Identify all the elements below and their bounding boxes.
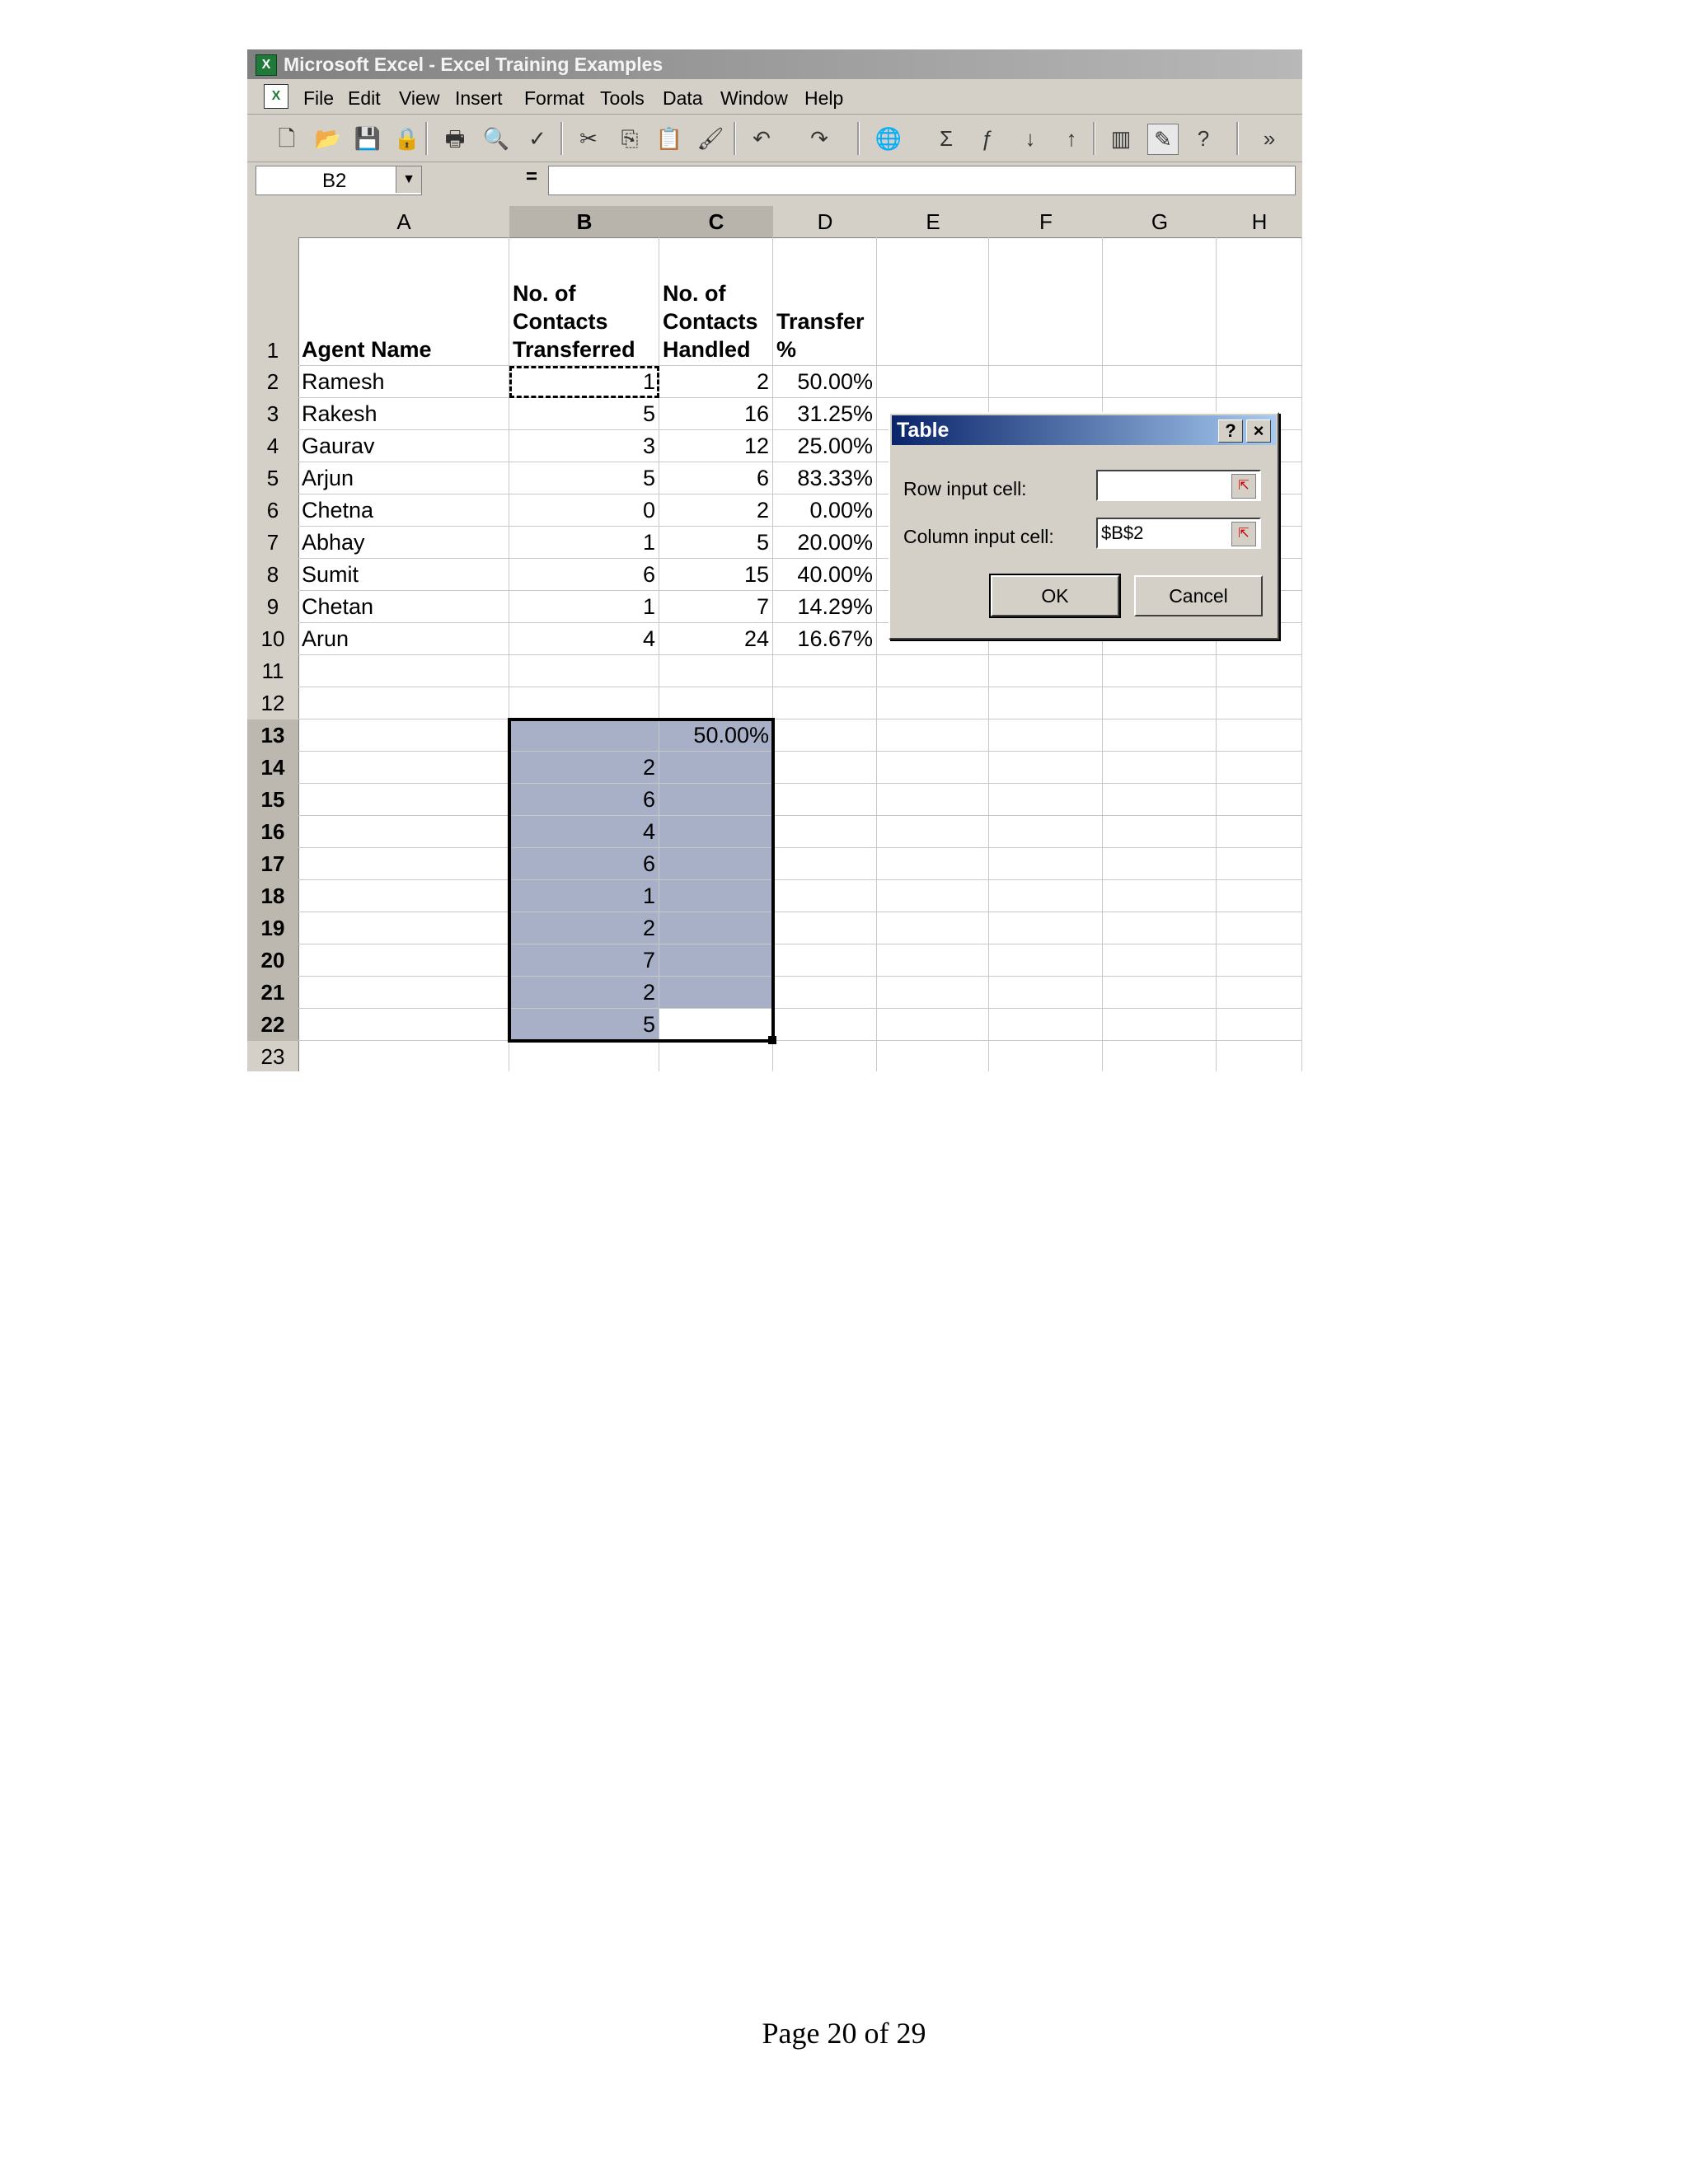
page-footer: Page 20 of 29 xyxy=(762,2017,926,2050)
autosum-icon[interactable]: Σ xyxy=(939,126,954,151)
cell[interactable] xyxy=(773,848,877,880)
handled-cell[interactable]: 15 xyxy=(659,559,773,591)
transfer-pct-cell[interactable]: 50.00% xyxy=(773,366,877,398)
column-input-value: $B$2 xyxy=(1101,523,1144,543)
cell[interactable] xyxy=(659,784,773,816)
cell[interactable] xyxy=(989,655,1103,687)
cell[interactable] xyxy=(298,977,509,1009)
column-header-g[interactable]: G xyxy=(1103,206,1217,238)
cell[interactable] xyxy=(1217,977,1302,1009)
close-icon[interactable]: × xyxy=(1246,419,1271,443)
transferred-cell[interactable]: 4 xyxy=(509,623,659,655)
cell[interactable] xyxy=(1103,687,1217,719)
drawing-icon[interactable]: ✎ xyxy=(1147,124,1179,155)
cell[interactable] xyxy=(298,880,509,912)
menu-edit[interactable]: Edit xyxy=(348,87,381,109)
agent-name-cell[interactable]: Rakesh xyxy=(298,398,509,430)
formula-input[interactable] xyxy=(548,166,1296,195)
cell[interactable] xyxy=(877,237,989,366)
menu-view[interactable]: View xyxy=(399,87,440,109)
cancel-button[interactable]: Cancel xyxy=(1134,575,1263,616)
cell[interactable] xyxy=(877,719,989,752)
cell[interactable] xyxy=(989,816,1103,848)
row-header-21[interactable]: 21 xyxy=(247,977,299,1010)
row-header-23[interactable]: 23 xyxy=(247,1041,299,1071)
open-icon[interactable]: 📂 xyxy=(314,126,342,151)
workbook-icon[interactable]: X xyxy=(264,84,288,109)
cell[interactable] xyxy=(1217,366,1302,398)
copy-icon[interactable]: ⎘ xyxy=(621,126,639,151)
cell[interactable] xyxy=(1217,880,1302,912)
cell[interactable] xyxy=(298,1009,509,1041)
row-header-7[interactable]: 7 xyxy=(247,527,299,560)
row-header-14[interactable]: 14 xyxy=(247,752,299,785)
cell[interactable] xyxy=(298,687,509,719)
transferred-cell[interactable]: 1 xyxy=(509,527,659,559)
permission-icon[interactable]: 🔒 xyxy=(393,126,421,151)
cell[interactable] xyxy=(877,944,989,977)
cell[interactable] xyxy=(298,944,509,977)
menu-help[interactable]: Help xyxy=(804,87,844,109)
cell[interactable] xyxy=(989,784,1103,816)
table-input-cell[interactable]: 2 xyxy=(509,977,659,1009)
cell[interactable] xyxy=(877,912,989,944)
save-icon[interactable]: 💾 xyxy=(354,126,382,151)
print-icon[interactable]: 🖶 xyxy=(444,126,466,151)
redo-icon[interactable]: ↷ xyxy=(810,126,828,151)
cell[interactable] xyxy=(877,366,989,398)
menu-insert[interactable]: Insert xyxy=(455,87,503,109)
cell[interactable] xyxy=(1217,944,1302,977)
table-dialog xyxy=(889,412,1279,640)
sort-descending-icon[interactable]: ↑ xyxy=(1066,126,1077,151)
cell[interactable] xyxy=(509,1041,659,1071)
cell[interactable] xyxy=(877,655,989,687)
function-icon[interactable]: ƒ xyxy=(981,126,994,151)
agent-name-cell[interactable]: Gaurav xyxy=(298,430,509,462)
agent-name-cell[interactable]: Chetan xyxy=(298,591,509,623)
cell[interactable] xyxy=(877,977,989,1009)
transfer-pct-cell[interactable]: 14.29% xyxy=(773,591,877,623)
cell[interactable] xyxy=(1103,944,1217,977)
more-icon[interactable]: » xyxy=(1263,126,1276,151)
transfer-pct-cell[interactable]: 16.67% xyxy=(773,623,877,655)
cell[interactable] xyxy=(989,1009,1103,1041)
cell[interactable] xyxy=(298,912,509,944)
cell[interactable] xyxy=(773,752,877,784)
row-input-label: Row input cell: xyxy=(903,478,1027,499)
cell[interactable] xyxy=(659,912,773,944)
table-input-cell[interactable]: 2 xyxy=(509,912,659,944)
transferred-cell[interactable]: 5 xyxy=(509,398,659,430)
handled-cell[interactable]: 12 xyxy=(659,430,773,462)
cell[interactable] xyxy=(877,880,989,912)
column-header-e[interactable]: E xyxy=(877,206,990,238)
row-header-12[interactable]: 12 xyxy=(247,687,299,720)
menu-file[interactable]: File xyxy=(303,87,335,109)
undo-icon[interactable]: ↶ xyxy=(753,126,771,151)
cell[interactable] xyxy=(1217,1041,1302,1071)
agent-name-cell[interactable]: Abhay xyxy=(298,527,509,559)
cell[interactable] xyxy=(989,1041,1103,1071)
handled-cell[interactable]: 6 xyxy=(659,462,773,494)
cell[interactable] xyxy=(773,977,877,1009)
agent-name-cell[interactable]: Sumit xyxy=(298,559,509,591)
select-all-corner[interactable] xyxy=(247,206,299,238)
cell[interactable] xyxy=(298,719,509,752)
header-cell-d[interactable]: Transfer % xyxy=(773,237,877,366)
cell[interactable] xyxy=(773,719,877,752)
transferred-cell[interactable]: 1 xyxy=(509,366,659,398)
cell[interactable] xyxy=(989,848,1103,880)
cell[interactable] xyxy=(509,687,659,719)
cell[interactable] xyxy=(1103,1009,1217,1041)
transferred-cell[interactable]: 3 xyxy=(509,430,659,462)
header-cell-a[interactable]: Agent Name xyxy=(298,237,509,366)
cell[interactable] xyxy=(989,237,1103,366)
toolbar-separator xyxy=(734,122,736,155)
cell[interactable] xyxy=(298,655,509,687)
help-icon[interactable]: ? xyxy=(1197,126,1210,151)
format-painter-icon[interactable]: 🖌 xyxy=(696,126,724,151)
toolbar-separator xyxy=(857,122,860,155)
cell[interactable] xyxy=(659,655,773,687)
table-input-cell[interactable]: 7 xyxy=(509,944,659,977)
cell[interactable] xyxy=(298,848,509,880)
cell[interactable] xyxy=(659,848,773,880)
help-icon[interactable]: ? xyxy=(1218,419,1243,443)
table-input-cell[interactable]: 1 xyxy=(509,880,659,912)
cell[interactable] xyxy=(1103,719,1217,752)
row-header-3[interactable]: 3 xyxy=(247,398,299,431)
dialog-title: Table xyxy=(897,419,950,442)
cell[interactable] xyxy=(773,784,877,816)
row-header-8[interactable]: 8 xyxy=(247,559,299,592)
dialog-title-bar xyxy=(892,415,1276,445)
cell[interactable] xyxy=(509,655,659,687)
cell[interactable] xyxy=(1217,912,1302,944)
cell[interactable] xyxy=(659,1041,773,1071)
handled-cell[interactable]: 2 xyxy=(659,366,773,398)
agent-name-cell[interactable]: Arjun xyxy=(298,462,509,494)
handled-cell[interactable]: 24 xyxy=(659,623,773,655)
row-header-11[interactable]: 11 xyxy=(247,655,299,688)
row-header-6[interactable]: 6 xyxy=(247,494,299,527)
cell[interactable] xyxy=(659,752,773,784)
column-input-label: Column input cell: xyxy=(903,526,1054,547)
cell[interactable] xyxy=(877,1009,989,1041)
column-header-b[interactable]: B xyxy=(509,206,660,238)
cell[interactable] xyxy=(877,784,989,816)
cell[interactable] xyxy=(1103,237,1217,366)
collapse-dialog-icon[interactable]: ⇱ xyxy=(1231,522,1256,546)
table-input-cell[interactable]: 2 xyxy=(509,752,659,784)
header-cell-b[interactable]: No. of Contacts Transferred xyxy=(509,237,659,366)
transfer-pct-cell[interactable]: 31.25% xyxy=(773,398,877,430)
row-header-15[interactable]: 15 xyxy=(247,784,299,817)
row-header-5[interactable]: 5 xyxy=(247,462,299,495)
menu-bar xyxy=(247,79,1302,115)
formula-bar xyxy=(247,163,1302,196)
cell[interactable] xyxy=(1103,912,1217,944)
cut-icon[interactable]: ✂ xyxy=(579,126,598,151)
cell[interactable] xyxy=(298,752,509,784)
spelling-icon[interactable]: ✓ xyxy=(528,126,546,151)
cell[interactable] xyxy=(659,816,773,848)
table-input-cell[interactable]: 6 xyxy=(509,784,659,816)
cell[interactable] xyxy=(877,816,989,848)
standard-toolbar xyxy=(247,115,1302,162)
row-input-field[interactable] xyxy=(1096,470,1261,501)
cell[interactable] xyxy=(298,816,509,848)
handled-cell[interactable]: 16 xyxy=(659,398,773,430)
cell[interactable] xyxy=(773,880,877,912)
toolbar-separator xyxy=(1236,122,1239,155)
print-preview-icon[interactable]: 🔍 xyxy=(482,126,510,151)
cell[interactable] xyxy=(989,944,1103,977)
fill-handle[interactable] xyxy=(768,1036,776,1044)
transfer-pct-cell[interactable]: 0.00% xyxy=(773,494,877,527)
cell[interactable] xyxy=(1103,880,1217,912)
cell[interactable] xyxy=(659,944,773,977)
cell[interactable] xyxy=(1217,784,1302,816)
cell[interactable] xyxy=(877,687,989,719)
cell[interactable] xyxy=(1103,655,1217,687)
toolbar-separator xyxy=(560,122,563,155)
cell[interactable] xyxy=(989,366,1103,398)
cell[interactable] xyxy=(1103,752,1217,784)
hyperlink-icon[interactable]: 🌐 xyxy=(874,126,903,151)
row-header-20[interactable]: 20 xyxy=(247,944,299,977)
agent-name-cell[interactable]: Chetna xyxy=(298,494,509,527)
menu-format[interactable]: Format xyxy=(524,87,584,109)
row-header-9[interactable]: 9 xyxy=(247,591,299,624)
excel-window xyxy=(247,49,1302,1071)
sort-ascending-icon[interactable]: ↓ xyxy=(1025,126,1036,151)
chevron-down-icon[interactable]: ▼ xyxy=(396,166,421,193)
handled-cell[interactable]: 2 xyxy=(659,494,773,527)
cell[interactable] xyxy=(1217,848,1302,880)
row-header-19[interactable]: 19 xyxy=(247,912,299,945)
cell[interactable] xyxy=(298,1041,509,1071)
cell[interactable] xyxy=(989,719,1103,752)
cell[interactable] xyxy=(877,1041,989,1071)
cell[interactable] xyxy=(1103,366,1217,398)
row-header-18[interactable]: 18 xyxy=(247,880,299,913)
agent-name-cell[interactable]: Ramesh xyxy=(298,366,509,398)
name-box-value: B2 xyxy=(322,170,347,192)
column-header-f[interactable]: F xyxy=(989,206,1104,238)
ok-button[interactable]: OK xyxy=(991,575,1119,616)
cell[interactable] xyxy=(877,752,989,784)
cell[interactable] xyxy=(659,880,773,912)
cell[interactable] xyxy=(1217,816,1302,848)
header-cell-c[interactable]: No. of Contacts Handled xyxy=(659,237,773,366)
agent-name-cell[interactable]: Arun xyxy=(298,623,509,655)
transferred-cell[interactable]: 1 xyxy=(509,591,659,623)
cell[interactable] xyxy=(1217,752,1302,784)
cell[interactable] xyxy=(773,912,877,944)
column-input-field[interactable] xyxy=(1096,518,1261,549)
cell[interactable] xyxy=(773,687,877,719)
transferred-cell[interactable]: 0 xyxy=(509,494,659,527)
cell[interactable] xyxy=(1103,816,1217,848)
collapse-dialog-icon[interactable]: ⇱ xyxy=(1231,474,1256,499)
menu-window[interactable]: Window xyxy=(720,87,788,109)
row-header-4[interactable]: 4 xyxy=(247,430,299,463)
cell[interactable] xyxy=(773,655,877,687)
cell[interactable] xyxy=(989,912,1103,944)
row-header-13[interactable]: 13 xyxy=(247,719,299,752)
cell[interactable] xyxy=(1103,784,1217,816)
table-input-cell[interactable]: 6 xyxy=(509,848,659,880)
transferred-cell[interactable]: 6 xyxy=(509,559,659,591)
cell[interactable] xyxy=(1217,237,1302,366)
cell[interactable] xyxy=(773,1009,877,1041)
cell[interactable] xyxy=(773,1041,877,1071)
chart-wizard-icon[interactable]: ▥ xyxy=(1110,126,1132,151)
transfer-pct-cell[interactable]: 40.00% xyxy=(773,559,877,591)
row-header-2[interactable]: 2 xyxy=(247,366,299,399)
table-input-cell[interactable]: 5 xyxy=(509,1009,659,1041)
transferred-cell[interactable]: 5 xyxy=(509,462,659,494)
name-box[interactable] xyxy=(256,166,422,195)
row-header-10[interactable]: 10 xyxy=(247,623,299,656)
cell[interactable] xyxy=(1103,977,1217,1009)
cell[interactable] xyxy=(773,816,877,848)
column-header-c[interactable]: C xyxy=(659,206,774,238)
transfer-pct-cell[interactable]: 25.00% xyxy=(773,430,877,462)
menu-tools[interactable]: Tools xyxy=(600,87,645,109)
handled-cell[interactable]: 7 xyxy=(659,591,773,623)
cell[interactable] xyxy=(1103,848,1217,880)
cell[interactable] xyxy=(1217,655,1302,687)
column-header-d[interactable]: D xyxy=(773,206,878,238)
cell[interactable] xyxy=(1103,1041,1217,1071)
title-bar xyxy=(247,49,1302,79)
table-input-cell[interactable]: 4 xyxy=(509,816,659,848)
window-title: Microsoft Excel - Excel Training Examples xyxy=(284,54,663,75)
column-header-h[interactable]: H xyxy=(1217,206,1302,238)
cell[interactable] xyxy=(1217,687,1302,719)
cell[interactable] xyxy=(989,687,1103,719)
row-header-22[interactable]: 22 xyxy=(247,1009,299,1042)
cell[interactable] xyxy=(298,784,509,816)
equals-sign[interactable]: = xyxy=(525,166,537,188)
row-header-16[interactable]: 16 xyxy=(247,816,299,849)
cell[interactable] xyxy=(773,944,877,977)
cell[interactable] xyxy=(989,880,1103,912)
cell[interactable] xyxy=(659,687,773,719)
cell[interactable] xyxy=(509,719,659,752)
paste-icon[interactable]: 📋 xyxy=(655,126,683,151)
cell[interactable] xyxy=(1217,719,1302,752)
cell[interactable] xyxy=(1217,1009,1302,1041)
cell[interactable] xyxy=(877,848,989,880)
transfer-pct-cell[interactable]: 83.33% xyxy=(773,462,877,494)
menu-data[interactable]: Data xyxy=(663,87,703,109)
toolbar-separator xyxy=(425,122,428,155)
excel-logo-icon: X xyxy=(256,54,277,76)
column-header-a[interactable]: A xyxy=(298,206,510,238)
transfer-pct-cell[interactable]: 20.00% xyxy=(773,527,877,559)
cell[interactable] xyxy=(659,1009,773,1041)
cell[interactable] xyxy=(989,752,1103,784)
new-icon[interactable]: 🗋 xyxy=(278,126,296,151)
toolbar-separator xyxy=(1093,122,1095,155)
handled-cell[interactable]: 5 xyxy=(659,527,773,559)
table-formula-cell[interactable]: 50.00% xyxy=(659,719,773,752)
row-header-1[interactable]: 1 xyxy=(247,237,299,367)
cell[interactable] xyxy=(989,977,1103,1009)
row-header-17[interactable]: 17 xyxy=(247,848,299,881)
cell[interactable] xyxy=(659,977,773,1009)
